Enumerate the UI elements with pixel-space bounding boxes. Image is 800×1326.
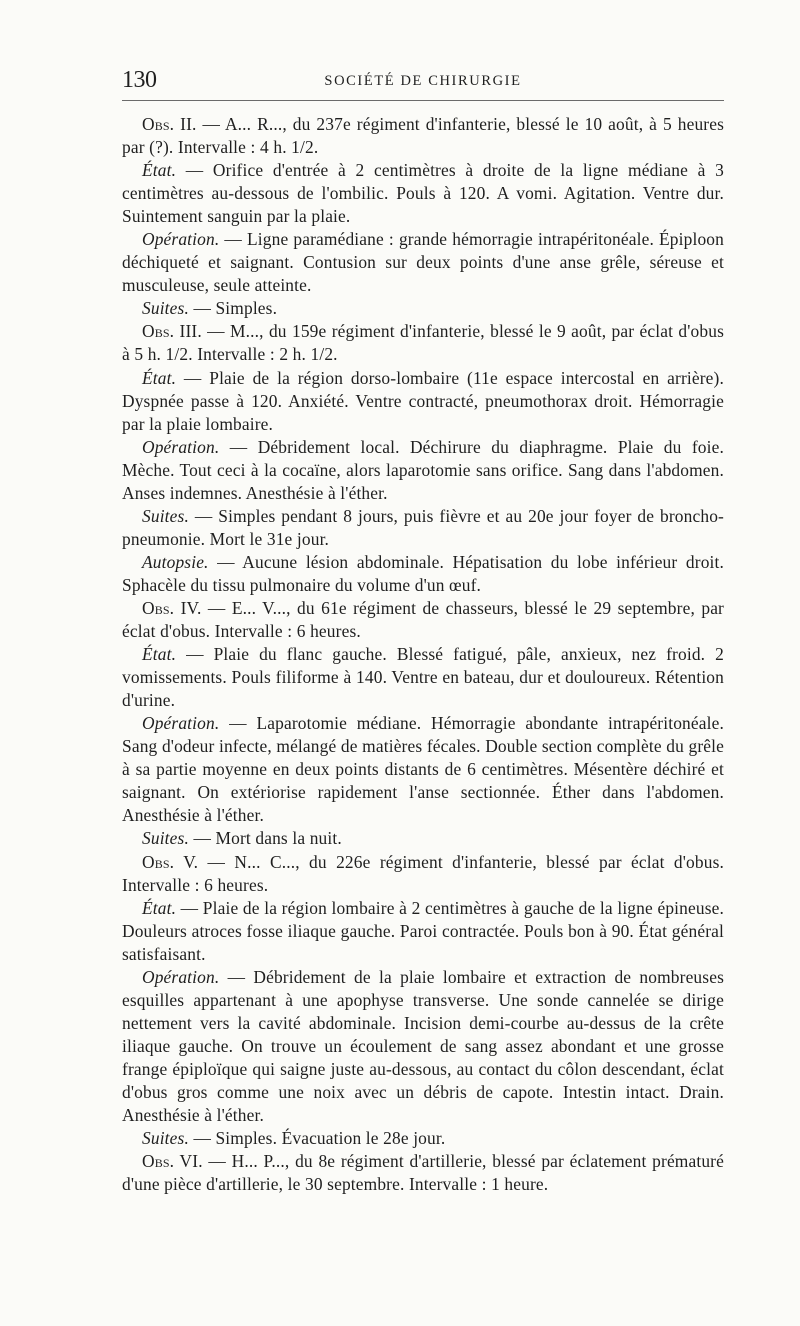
- paragraph: [122, 113, 724, 159]
- paragraph-lead: Autopsie.: [142, 551, 209, 572]
- running-head: SOCIÉTÉ DE CHIRURGIE: [324, 73, 522, 89]
- paragraph-lead: Obs. II.: [142, 114, 197, 134]
- paragraph: [122, 505, 724, 551]
- paragraph-lead: Suites.: [142, 828, 189, 849]
- page-number: 130: [122, 67, 157, 93]
- paragraph-text: — Débridement de la plaie lombaire et extraction de nombreuses esquilles appartenant à une apophyse transverse. Une sonde cannelée se dirige nettement vers la cavité abdominale. Incision demi-courbe au-dessus de la crête iliaque gauche. On trouve un écoulement de sang assez abondant et une grosse frange épiploïque qui saigne juste au-dessous, au contact du côlon descendant, éclat d'obus gros comme une noix avec un débris de capote. Intestin intact. Drain. Anesthésie à l'éther.: [122, 966, 724, 1126]
- body-text: [122, 113, 724, 1196]
- paragraph: [122, 1127, 724, 1150]
- paragraph-lead: État.: [142, 160, 177, 181]
- paragraph-text: — Débridement local. Déchirure du diaphragme. Plaie du foie. Mèche. Tout ceci à la cocaïne, alors laparotomie sans orifice. Sang dans l'abdomen. Anses indemnes. Anesthésie à l'éther.: [122, 436, 724, 503]
- paragraph: [122, 228, 724, 297]
- paragraph-lead: Suites.: [142, 505, 189, 526]
- paragraph-lead: Suites.: [142, 1128, 189, 1149]
- paragraph-lead: Obs. VI.: [142, 1151, 203, 1172]
- paragraph: [122, 643, 724, 712]
- paragraph-text: — Aucune lésion abdominale. Hépatisation du lobe inférieur droit. Sphacèle du tissu pulmonaire du volume d'un œuf.: [122, 551, 724, 595]
- paragraph-text: — Ligne paramédiane : grande hémorragie intrapéritonéale. Épiploon déchiqueté et saignant. Contusion sur deux points d'une anse grêle, séreuse et musculeuse, seule atteinte.: [122, 229, 724, 296]
- paragraph-lead: Opération.: [142, 229, 220, 250]
- paragraph-text: — H... P..., du 8e régiment d'artillerie, blessé par éclatement prématuré d'une pièce d'artillerie, le 30 septembre. Intervalle : 1 heure.: [122, 1151, 724, 1195]
- paragraph-text: — N... C..., du 226e régiment d'infanterie, blessé par éclat d'obus. Intervalle : 6 heures.: [122, 851, 724, 895]
- paragraph: [122, 159, 724, 228]
- page-header: [122, 66, 724, 94]
- paragraph-text: — Simples. Évacuation le 28e jour.: [188, 1128, 446, 1149]
- paragraph-text: — A... R..., du 237e régiment d'infanterie, blessé le 10 août, à 5 heures par (?). Intervalle : 4 h. 1/2.: [122, 114, 725, 158]
- paragraph: [122, 367, 724, 436]
- paragraph: [122, 551, 724, 597]
- paragraph-text: — Orifice d'entrée à 2 centimètres à droite de la ligne médiane à 3 centimètres au-dessous de l'ombilic. Pouls à 120. A vomi. Agitation. Ventre dur. Suintement sanguin par la plaie.: [122, 160, 724, 227]
- paragraph-lead: Opération.: [142, 966, 220, 987]
- header-rule: [122, 100, 724, 101]
- paragraph-text: — Laparotomie médiane. Hémorragie abondante intrapéritonéale. Sang d'odeur infecte, mélangé de matières fécales. Double section complète du grêle à sa partie moyenne en deux points distants de 6 centimètres. Mésentère déchiré et saignant. On extériorise rapidement l'anse sectionnée. Éther dans l'abdomen. Anesthésie à l'éther.: [122, 713, 724, 826]
- paragraph-text: — Plaie de la région lombaire à 2 centimètres à gauche de la ligne épineuse. Douleurs atroces fosse iliaque gauche. Paroi contractée. Pouls bon à 90. État général satisfaisant.: [122, 897, 724, 964]
- paragraph-lead: Opération.: [142, 713, 220, 734]
- paragraph-lead: Obs. III.: [142, 321, 202, 342]
- paragraph-text: — Plaie du flanc gauche. Blessé fatigué, pâle, anxieux, nez froid. 2 vomissements. Pouls filiforme à 140. Ventre en bateau, dur et douloureux. Rétention d'urine.: [122, 644, 724, 711]
- paragraph: [122, 897, 724, 966]
- paragraph-lead: État.: [142, 644, 177, 665]
- paragraph-lead: Opération.: [142, 436, 220, 457]
- paragraph-text: — Simples pendant 8 jours, puis fièvre et au 20e jour foyer de broncho-pneumonie. Mort le 31e jour.: [122, 505, 724, 549]
- paragraph-text: — Plaie de la région dorso-lombaire (11e espace intercostal en arrière). Dyspnée passe à 120. Anxiété. Ventre contracté, pneumothorax droit. Hémorragie par la plaie lombaire.: [122, 367, 724, 434]
- paragraph: [122, 1150, 724, 1196]
- paragraph-lead: Obs. V.: [142, 851, 199, 872]
- paragraph: [122, 597, 724, 643]
- paragraph-lead: Obs. IV.: [142, 597, 202, 618]
- paragraph: [122, 297, 724, 320]
- paragraph-lead: État.: [142, 367, 177, 388]
- paragraph-text: — E... V..., du 61e régiment de chasseurs, blessé le 29 septembre, par éclat d'obus. Intervalle : 6 heures.: [122, 597, 724, 642]
- paragraph-lead: Suites.: [142, 298, 189, 319]
- paragraph: [122, 966, 724, 1127]
- paragraph-text: — Simples.: [188, 298, 278, 319]
- paragraph: [122, 827, 724, 850]
- paragraph: [122, 320, 724, 366]
- paragraph-text: — Mort dans la nuit.: [188, 828, 342, 849]
- paragraph-lead: État.: [142, 897, 177, 918]
- paragraph-text: — M..., du 159e régiment d'infanterie, blessé le 9 août, par éclat d'obus à 5 h. 1/2. Intervalle : 2 h. 1/2.: [122, 321, 724, 365]
- paragraph: [122, 712, 724, 827]
- paragraph: [122, 851, 724, 897]
- paragraph: [122, 436, 724, 505]
